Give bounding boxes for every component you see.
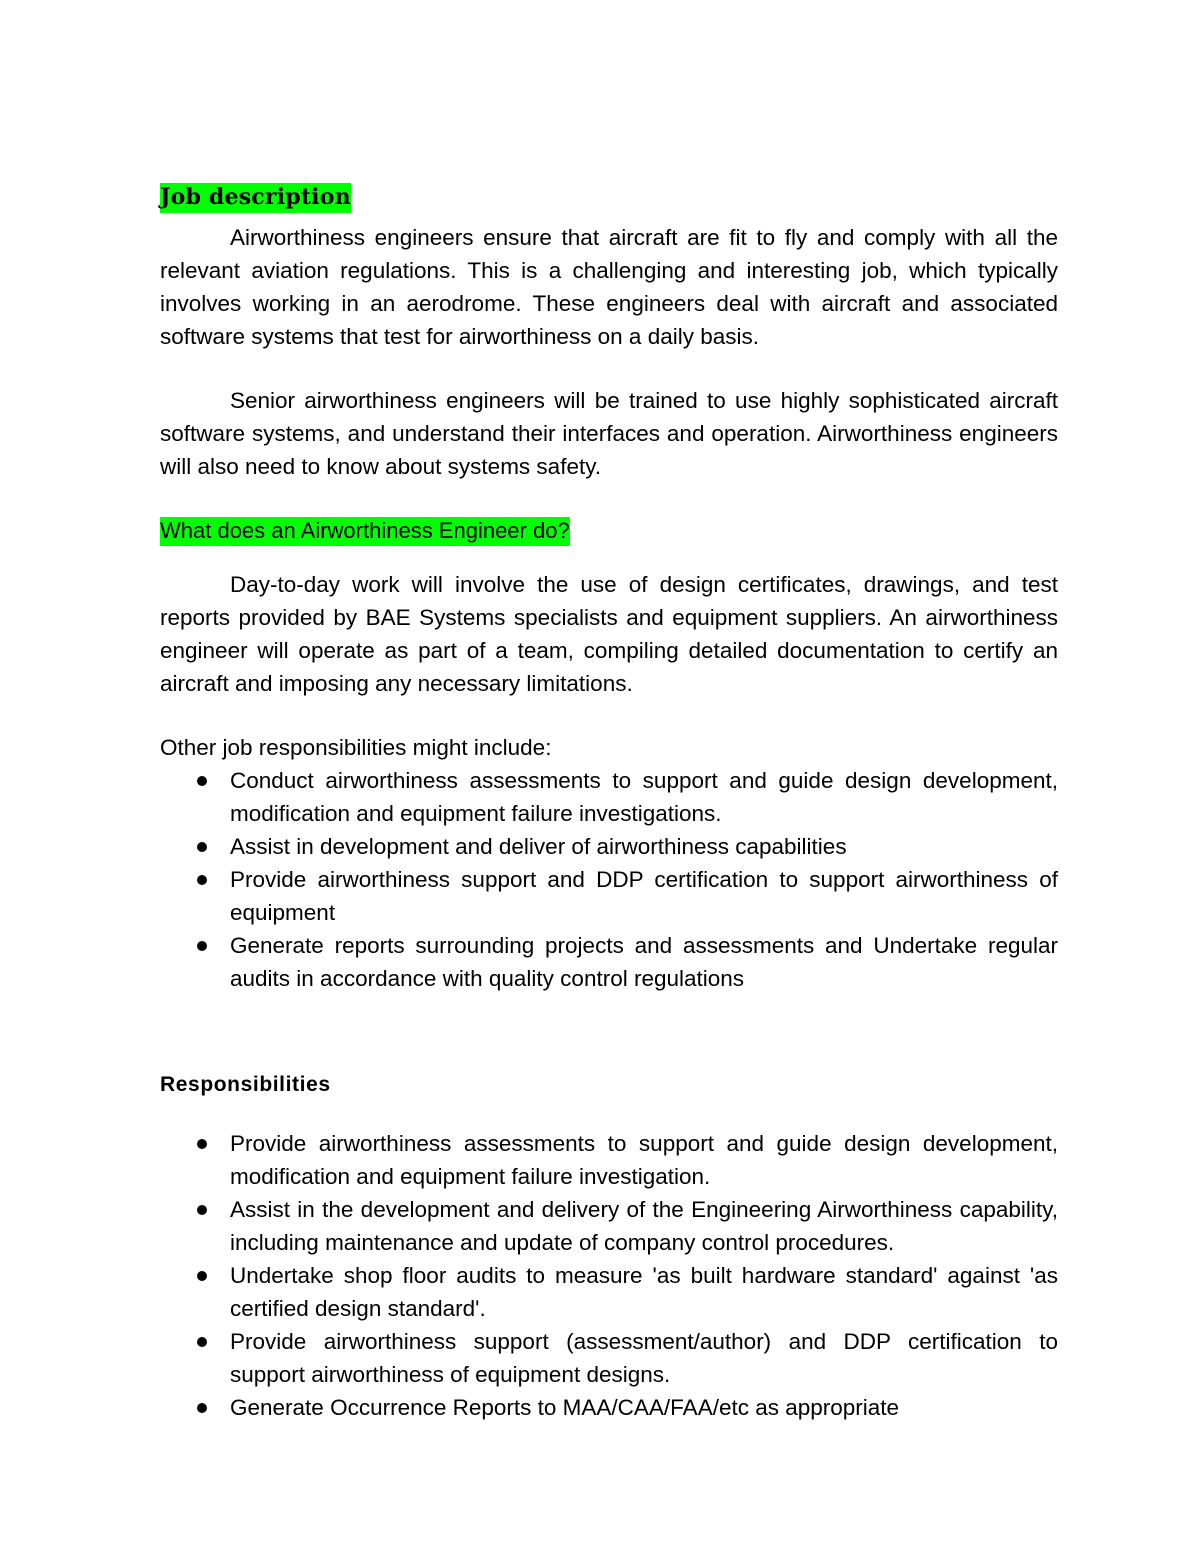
list-item: Generate Occurrence Reports to MAA/CAA/FAA/etc as appropriate bbox=[160, 1391, 1058, 1424]
bullet-icon bbox=[197, 1337, 207, 1347]
job-description-paragraph-1: Airworthiness engineers ensure that aircraft are fit to fly and comply with all the relevant aviation regulations. This is a challenging and interesting job, which typically involves working in an aerodrome. These engineers deal with aircraft and associated software systems that test for airworthiness on a daily basis. bbox=[160, 225, 1058, 349]
job-description-heading-row bbox=[160, 180, 1058, 214]
list-item: Generate reports surrounding projects and assessments and Undertake regular audits in accordance with quality control regulations bbox=[160, 929, 1058, 995]
bullet-icon bbox=[197, 1403, 207, 1413]
responsibilities-heading: Responsibilities bbox=[160, 1073, 331, 1096]
bullet-icon bbox=[197, 1139, 207, 1149]
bullet-icon bbox=[197, 875, 207, 885]
job-description-heading: Job description bbox=[160, 183, 351, 213]
list-item: Provide airworthiness support (assessment/author) and DDP certification to support airworthiness of equipment designs. bbox=[160, 1325, 1058, 1391]
other-responsibilities-list bbox=[160, 764, 1058, 995]
what-does-heading: What does an Airworthiness Engineer do? bbox=[160, 517, 570, 546]
list-item: Provide airworthiness assessments to support and guide design development, modification and equipment failure investigation. bbox=[160, 1127, 1058, 1193]
list-item: Conduct airworthiness assessments to support and guide design development, modification and equipment failure investigations. bbox=[160, 764, 1058, 830]
responsibilities-list bbox=[160, 1127, 1058, 1424]
bullet-icon bbox=[197, 1205, 207, 1215]
bullet-icon bbox=[197, 941, 207, 951]
list-item: Undertake shop floor audits to measure 'as built hardware standard' against 'as certified design standard'. bbox=[160, 1259, 1058, 1325]
document-page bbox=[160, 180, 1058, 1424]
bullet-icon bbox=[197, 842, 207, 852]
list-item: Assist in the development and delivery of the Engineering Airworthiness capability, including maintenance and update of company control procedures. bbox=[160, 1193, 1058, 1259]
what-does-heading-row bbox=[160, 514, 1058, 547]
bullet-icon bbox=[197, 1271, 207, 1281]
list-item: Assist in development and deliver of airworthiness capabilities bbox=[160, 830, 1058, 863]
list-item: Provide airworthiness support and DDP certification to support airworthiness of equipment bbox=[160, 863, 1058, 929]
list-intro: Other job responsibilities might include: bbox=[160, 735, 552, 760]
job-description-paragraph-2: Senior airworthiness engineers will be trained to use highly sophisticated aircraft software systems, and understand their interfaces and operation. Airworthiness engineers will also need to know about systems safety. bbox=[160, 388, 1058, 479]
bullet-icon bbox=[197, 776, 207, 786]
what-does-paragraph: Day-to-day work will involve the use of design certificates, drawings, and test reports provided by BAE Systems specialists and equipment suppliers. An airworthiness engineer will operate as part of a team, compiling detailed documentation to certify an aircraft and imposing any necessary limitations. bbox=[160, 572, 1058, 696]
